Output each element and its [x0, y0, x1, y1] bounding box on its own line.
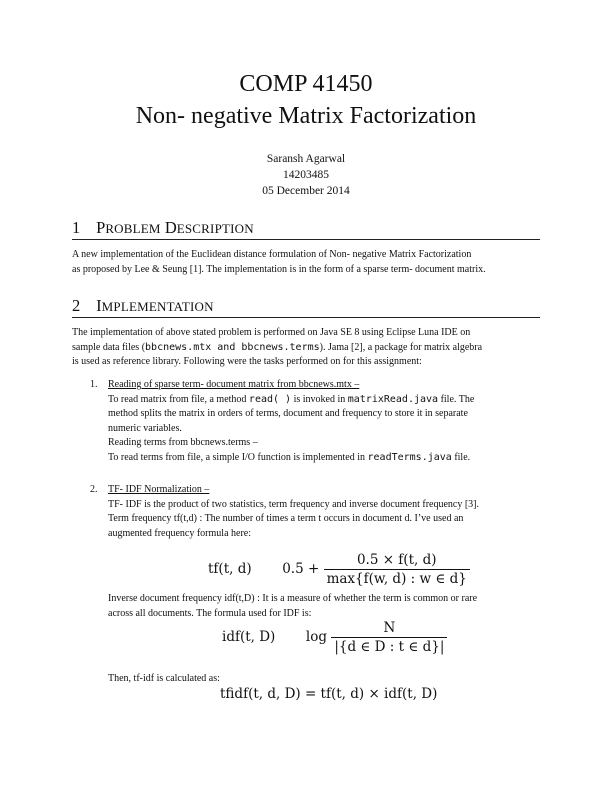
section-number: 1: [72, 218, 81, 237]
idf-description: Inverse document frequency idf(t,D) : It is a measure of whether the term is common or rare across all documents. The formula used for IDF is:: [108, 593, 478, 619]
tfidf-description: Then, tf-idf is calculated as:: [108, 673, 220, 684]
author: Saransh Agarwal: [266, 153, 346, 165]
section-2-heading: 2 IMPLEMENTATION: [72, 296, 214, 315]
section-rule: [72, 239, 540, 240]
task-2: 2. TF- IDF Normalization – TF- IDF is the product of two statistics, term frequency and inverse document frequency [3]. Term frequency tf(t,d) : The number of times a term t occurs in document d. I’ve used an augmented frequency formula here:: [108, 483, 540, 541]
list-label: 1.: [90, 379, 98, 390]
task-1: 1. Reading of sparse term- document matrix from bbcnews.mtx – To read matrix from file, a method read( ) is invoked in matrixRead.java file. The method splits the matrix in orders of terms, document and frequency to store it in separate numeric variables. Reading terms from bbcnews.terms – To read terms from file, a simple I/O function is implemented in readTerms.java file.: [108, 378, 540, 465]
tfidf-equation: tfidf(t, d, D) = tf(t, d) × idf(t, D): [220, 686, 438, 702]
section-rule: [72, 317, 540, 318]
section-1-heading: 1 PROBLEM DESCRIPTION: [72, 218, 254, 237]
section-2-intro: The implementation of above stated problem is performed on Java SE 8 using Eclipse Luna IDE on sample data files (bbcnews.mtx and bbcnews.terms). Jama [2], a package for matrix algebra is used as reference library. Following were the tasks performed on for this assignment:: [72, 327, 483, 367]
section-1-paragraph: A new implementation of the Euclidean distance formulation of Non- negative Matrix Factorization as proposed by Lee & Seung [1]. The implementation is in the form of a sparse term- document matrix.: [72, 249, 486, 275]
tf-equation: tf(t, d) 0.5 + $\frac{0.5 \times f(t, d)}{\max\{f(w, d) : w \in d\}}$: [208, 552, 470, 587]
course-title: COMP 41450: [239, 71, 373, 97]
student-id: 14203485: [283, 169, 329, 181]
idf-equation: idf(t, D) log $\frac{N}{|\{d \in D : t \in d\}|}$: [222, 620, 447, 655]
list-label: 2.: [90, 484, 98, 495]
task-heading: Reading of sparse term- document matrix from bbcnews.mtx –: [108, 379, 360, 390]
task-heading: TF- IDF Normalization –: [108, 484, 210, 495]
date: 05 December 2014: [262, 185, 350, 197]
section-number: 2: [72, 296, 81, 315]
paper-title: Non- negative Matrix Factorization: [135, 103, 477, 129]
